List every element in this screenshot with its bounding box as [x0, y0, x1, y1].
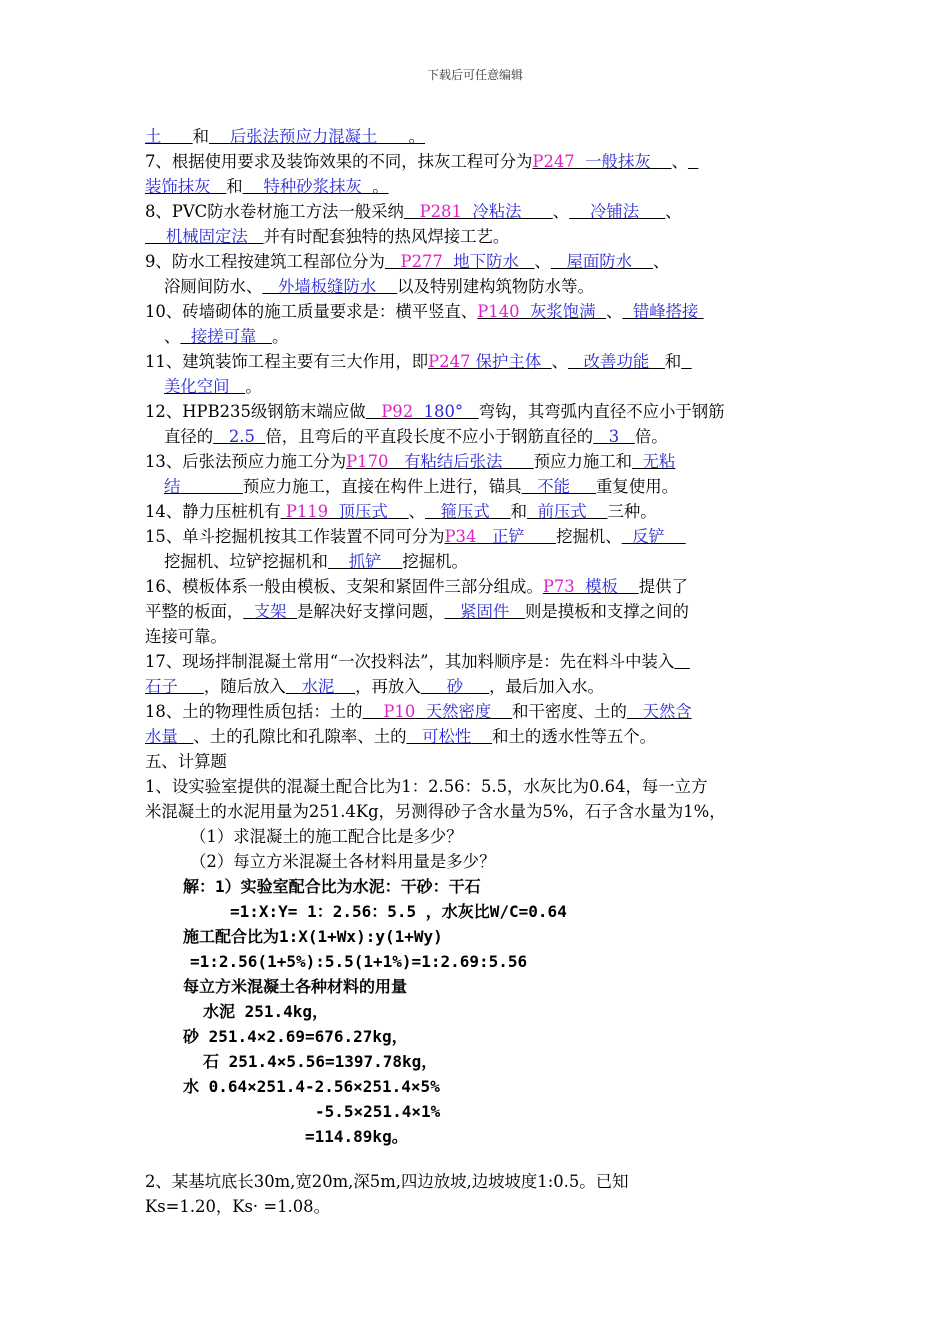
answer-blank: [527, 502, 537, 521]
text-line: [145, 351, 692, 373]
answer-blank: 土: [145, 127, 162, 146]
text-span: 则是摸板和支撑之间的: [524, 602, 689, 621]
answer-blank: [388, 452, 404, 471]
answer-blank: 。: [377, 127, 426, 146]
text-span: ，再放入: [355, 677, 421, 696]
answer-blank: 后张法预应力混凝土: [229, 127, 378, 146]
answer-blank: 冷粘法: [472, 202, 522, 221]
text-span: 、: [534, 252, 551, 271]
answer-blank: [575, 152, 585, 171]
text-line: [145, 701, 692, 723]
text-span: 和土的透水性等五个。: [492, 727, 657, 746]
text-line: [145, 676, 604, 698]
answer-blank: 无粘: [642, 452, 676, 471]
text-span: 连接可靠。: [145, 627, 227, 646]
answer-blank: [363, 702, 384, 721]
text-span: 和: [664, 352, 682, 371]
text-span: 倍，且弯后的平直段长度不应小于钢筋直径的: [265, 427, 594, 446]
answer-blank: [651, 152, 672, 171]
answer-blank: 支架: [253, 602, 287, 621]
text-line: [164, 376, 262, 398]
text-span: 、: [408, 502, 425, 521]
text-span: 16、模板体系一般由模板、支架和紧固件三部分组成。: [145, 577, 543, 596]
answer-blank: [502, 452, 533, 471]
text-span: 直径的: [164, 427, 214, 446]
answer-blank: [211, 177, 227, 196]
text-span: 砂 251.4×2.69=676.27kg，: [183, 1027, 408, 1046]
text-line: [305, 1126, 408, 1148]
text-span: 浴厕间防水、: [164, 277, 263, 296]
page-header: 下载后可任意编辑: [426, 68, 523, 82]
text-line: [145, 1196, 330, 1218]
text-line: [164, 326, 288, 348]
answer-blank: P247: [428, 352, 471, 371]
text-line: [145, 401, 725, 423]
answer-blank: [627, 702, 643, 721]
answer-blank: [178, 727, 194, 746]
answer-blank: 正铲: [492, 527, 525, 546]
answer-blank: 地下防水: [453, 252, 519, 271]
answer-blank: P73: [542, 577, 575, 596]
text-line: [190, 851, 495, 873]
answer-blank: [471, 727, 492, 746]
answer-blank: [180, 327, 190, 346]
answer-blank: [521, 202, 552, 221]
answer-blank: P247: [532, 152, 575, 171]
text-line: [145, 201, 682, 223]
text-line: [230, 901, 567, 923]
text-span: 7、根据使用要求及装饰效果的不同，抹灰工程可分为: [145, 152, 533, 171]
answer-blank: [674, 652, 690, 671]
answer-blank: P10: [383, 702, 416, 721]
text-line: [203, 1001, 328, 1023]
answer-blank: [688, 152, 698, 171]
answer-blank: [444, 602, 460, 621]
answer-blank: [145, 227, 166, 246]
text-span: 施工配合比为1:X(1+Wx):y(1+Wy): [183, 927, 443, 946]
answer-blank: [596, 302, 606, 321]
answer-blank: [541, 352, 551, 371]
text-line: [183, 976, 407, 998]
answer-blank: [569, 202, 590, 221]
text-line: [145, 726, 656, 748]
answer-blank: 屋面防水: [566, 252, 633, 271]
text-span: ，随后放入: [203, 677, 286, 696]
text-line: [145, 501, 657, 523]
text-span: 水泥 251.4kg，: [203, 1002, 329, 1021]
answer-blank: P281: [419, 202, 462, 221]
text-line: [145, 801, 726, 823]
answer-blank: [256, 327, 272, 346]
answer-blank: [388, 502, 409, 521]
text-line: [145, 576, 688, 598]
answer-blank: [180, 477, 243, 496]
answer-blank: 紧固件: [460, 602, 510, 621]
answer-blank: 模板: [585, 577, 618, 596]
text-span: （1）求混凝土的施工配合比是多少？: [190, 827, 463, 846]
text-span: 每立方米混凝土各种材料的用量: [183, 977, 408, 996]
text-span: 、: [652, 252, 670, 271]
answer-blank: [575, 577, 585, 596]
answer-blank: P34: [444, 527, 477, 546]
answer-blank: 外墙板缝防水: [277, 277, 377, 296]
text-span: 、土的孔隙比和孔隙率、土的: [193, 727, 407, 746]
text-line: [164, 276, 594, 298]
answer-blank: [463, 402, 479, 421]
answer-blank: 改善功能: [583, 352, 650, 371]
text-span: 15、单斗挖掘机按其工作装置不同可分为: [145, 527, 445, 546]
text-span: 以及特别建构筑物防水等。: [397, 277, 594, 296]
answer-blank: [262, 277, 278, 296]
answer-blank: 装饰抹灰: [145, 177, 211, 196]
answer-blank: [425, 502, 441, 521]
text-span: 和: [226, 177, 243, 196]
answer-blank: [490, 502, 511, 521]
answer-blank: 3: [608, 427, 620, 446]
text-span: 并有时配套独特的热风焊接工艺。: [263, 227, 510, 246]
answer-blank: 机械固定法: [165, 227, 248, 246]
text-line: [190, 951, 527, 973]
answer-blank: [287, 602, 297, 621]
answer-blank: 抓铲: [348, 552, 382, 571]
answer-blank: 前压式: [537, 502, 587, 521]
text-span: 14、静力压桩机有: [145, 502, 281, 521]
text-span: 和干密度、土的: [512, 702, 627, 721]
answer-blank: [230, 377, 246, 396]
answer-blank: [334, 677, 355, 696]
text-span: 平整的板面，: [145, 602, 244, 621]
text-span: -5.5×251.4×1%: [315, 1102, 441, 1121]
text-span: 、: [606, 302, 623, 321]
answer-blank: 水量: [145, 727, 178, 746]
answer-blank: 天然密度: [425, 702, 492, 721]
text-span: 10、砖墙砌体的施工质量要求是：横平竖直、: [145, 302, 478, 321]
answer-blank: 冷铺法: [589, 202, 640, 221]
answer-blank: [618, 577, 639, 596]
answer-blank: [639, 202, 665, 221]
text-line: [183, 1076, 440, 1098]
answer-blank: 。: [361, 177, 389, 196]
text-span: 预应力施工和: [533, 452, 633, 471]
text-span: Ks=1.20，Ks· =1.08。: [145, 1197, 330, 1216]
text-span: 。: [245, 377, 262, 396]
text-span: 13、后张法预应力施工分为: [145, 452, 347, 471]
answer-blank: [328, 552, 349, 571]
text-span: 倍。: [634, 427, 668, 446]
answer-blank: P170: [346, 452, 389, 471]
text-span: 、: [671, 152, 688, 171]
answer-blank: [243, 177, 264, 196]
text-span: 挖掘机。: [402, 552, 468, 571]
text-span: 11、建筑装饰工程主要有三大作用，即: [145, 352, 429, 371]
answer-blank: [619, 427, 635, 446]
text-span: 弯钩，其弯弧内直径不应小于钢筋: [478, 402, 725, 421]
text-span: 。: [272, 327, 289, 346]
answer-blank: 有粘结后张法: [404, 452, 503, 471]
answer-blank: [491, 702, 512, 721]
answer-blank: P140: [477, 302, 520, 321]
text-line: [164, 551, 468, 573]
text-line: [315, 1101, 440, 1123]
text-line: [145, 226, 509, 248]
answer-blank: [286, 677, 302, 696]
answer-blank: [463, 677, 489, 696]
answer-blank: [632, 452, 642, 471]
text-span: 预应力施工，直接在构件上进行，锚具: [242, 477, 522, 496]
text-span: 重复使用。: [596, 477, 678, 496]
answer-blank: 180°: [423, 402, 464, 421]
text-line: [145, 126, 425, 148]
answer-blank: [509, 602, 525, 621]
answer-blank: [366, 402, 382, 421]
answer-blank: 反铲: [632, 527, 665, 546]
text-line: [164, 426, 668, 448]
answer-blank: 水泥: [301, 677, 335, 696]
answer-blank: 结: [164, 477, 181, 496]
answer-blank: 保护主体: [475, 352, 542, 371]
answer-blank: [568, 352, 584, 371]
text-span: 、: [551, 352, 569, 371]
text-span: 8、PVC防水卷材施工方法一般采纳: [145, 202, 404, 221]
answer-blank: [622, 302, 632, 321]
text-span: 17、现场拌制混凝土常用“一次投料法”，其加料顺序是：先在料斗中装入: [145, 652, 675, 671]
answer-blank: [681, 352, 691, 371]
answer-blank: [462, 202, 472, 221]
answer-blank: 美化空间: [164, 377, 230, 396]
answer-blank: 2.5: [228, 427, 255, 446]
answer-blank: [649, 352, 665, 371]
answer-blank: [328, 502, 338, 521]
text-line: [145, 526, 686, 548]
text-span: 、: [552, 202, 570, 221]
answer-blank: 不能: [537, 477, 570, 496]
answer-blank: [443, 252, 453, 271]
text-line: [145, 251, 669, 273]
text-span: 1、设实验室提供的混凝土配合比为1：2.56：5.5，水灰比为0.64，每一立方: [145, 777, 708, 796]
answer-blank: [665, 527, 686, 546]
text-span: 9、防水工程按建筑工程部位分为: [145, 252, 385, 271]
text-span: 12、HPB235级钢筋末端应做: [145, 402, 366, 421]
answer-blank: [213, 427, 229, 446]
text-line: [183, 926, 443, 948]
answer-blank: [178, 677, 204, 696]
answer-blank: [519, 252, 535, 271]
text-span: 挖掘机、垃铲挖掘机和: [164, 552, 328, 571]
text-line: [145, 151, 698, 173]
text-span: 米混凝土的水泥用量为251.4Kg，另测得砂子含水量为5%，石子含水量为1%，: [145, 802, 726, 821]
text-line: [145, 176, 389, 198]
text-line: [183, 876, 481, 898]
text-line: [145, 601, 689, 623]
text-span: 三种。: [607, 502, 657, 521]
text-span: =1:2.56(1+5%):5.5(1+1%)=1:2.69:5.56: [190, 952, 528, 971]
answer-blank: 错峰搭接: [632, 302, 699, 321]
answer-blank: P119: [285, 502, 329, 521]
answer-blank: [161, 127, 192, 146]
text-span: 挖掘机、: [556, 527, 622, 546]
text-span: =114.89kg。: [305, 1127, 408, 1146]
answer-blank: 箍压式: [440, 502, 490, 521]
answer-blank: 灰浆饱满: [530, 302, 596, 321]
text-span: 五、计算题: [145, 752, 227, 771]
text-span: ，最后加入水。: [489, 677, 604, 696]
answer-blank: [404, 202, 420, 221]
answer-blank: 石子: [145, 677, 178, 696]
text-span: （2）每立方米混凝土各材料用量是多少？: [190, 852, 496, 871]
answer-blank: 接搓可靠: [190, 327, 257, 346]
answer-blank: [243, 602, 253, 621]
answer-blank: [415, 702, 425, 721]
text-line: [183, 1026, 408, 1048]
text-span: 2、某基坑底长30m,宽20m,深5m,四边放坡,边坡坡度1:0.5。已知: [145, 1172, 629, 1191]
answer-blank: [522, 477, 538, 496]
text-line: [145, 626, 227, 648]
answer-blank: [551, 252, 567, 271]
text-span: 提供了: [638, 577, 688, 596]
answer-blank: [385, 252, 401, 271]
text-span: 、: [164, 327, 181, 346]
text-span: 解：1）实验室配合比为水泥：干砂：干石: [183, 877, 481, 896]
answer-blank: [382, 552, 403, 571]
text-line: [190, 826, 463, 848]
answer-blank: [632, 252, 653, 271]
answer-blank: [587, 502, 608, 521]
answer-blank: [413, 402, 423, 421]
answer-blank: [698, 302, 703, 321]
answer-blank: [407, 727, 423, 746]
answer-blank: 砂: [446, 677, 464, 696]
text-line: [145, 301, 704, 323]
text-span: 和: [192, 127, 210, 146]
answer-blank: [520, 302, 530, 321]
answer-blank: 顶压式: [338, 502, 388, 521]
text-span: 水 0.64×251.4-2.56×251.4×5%: [183, 1077, 440, 1096]
answer-blank: [593, 427, 609, 446]
answer-blank: [476, 527, 492, 546]
answer-blank: 特种砂浆抹灰: [263, 177, 362, 196]
text-line: [145, 451, 675, 473]
answer-blank: [622, 527, 632, 546]
text-line: [164, 476, 678, 498]
answer-blank: P277: [400, 252, 443, 271]
answer-blank: 天然含: [642, 702, 692, 721]
text-span: 是解决好支撑问题，: [296, 602, 445, 621]
text-line: [145, 651, 690, 673]
text-span: 和: [510, 502, 528, 521]
text-span: =1:X:Y= 1：2.56：5.5 ，水灰比W/C=0.64: [230, 902, 567, 921]
answer-blank: [376, 277, 397, 296]
text-line: [203, 1051, 437, 1073]
answer-blank: [421, 677, 447, 696]
text-span: 18、土的物理性质包括：土的: [145, 702, 363, 721]
answer-blank: [209, 127, 230, 146]
answer-blank: [525, 527, 556, 546]
answer-blank: [570, 477, 596, 496]
answer-blank: [255, 427, 265, 446]
answer-blank: 一般抹灰: [585, 152, 651, 171]
text-span: 、: [665, 202, 682, 221]
text-line: [145, 776, 707, 798]
text-line: [145, 1171, 628, 1193]
text-span: 石 251.4×5.56=1397.78kg，: [203, 1052, 438, 1071]
answer-blank: P92: [381, 402, 414, 421]
answer-blank: 可松性: [422, 727, 472, 746]
text-line: [145, 751, 227, 773]
answer-blank: [248, 227, 264, 246]
